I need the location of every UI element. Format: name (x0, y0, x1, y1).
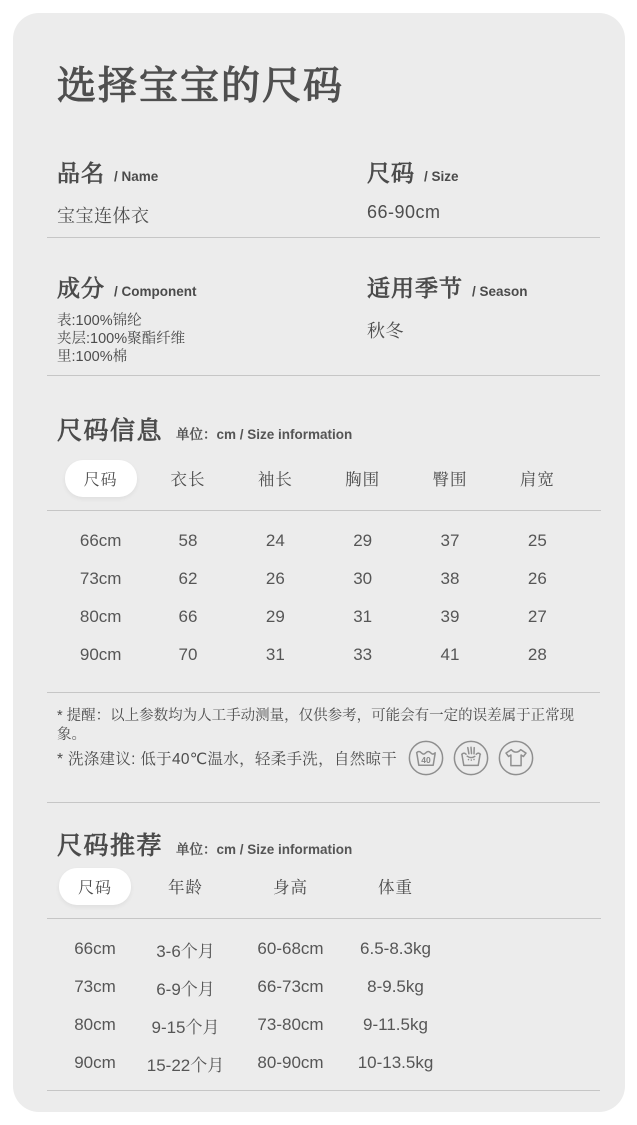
table-cell: 80-90cm (257, 1053, 324, 1072)
table-cell: 33 (353, 645, 373, 664)
component-label-row (57, 270, 197, 303)
component-label-en: / Component (114, 284, 197, 299)
table-cell: 28 (527, 645, 547, 664)
size-recommend-unit-note: 单位：cm / Size information (176, 842, 353, 857)
column-header: 年龄 (168, 879, 203, 897)
table-cell: 29 (353, 531, 373, 550)
season-block (367, 270, 528, 343)
table-cell: 24 (265, 531, 285, 550)
table-cell: 62 (178, 569, 198, 588)
column-header: 体重 (378, 879, 413, 897)
table-row (57, 522, 581, 560)
table-cell: 26 (265, 569, 285, 588)
table-row (57, 636, 581, 674)
table-cell: 31 (353, 607, 373, 626)
table-cell: 66-73cm (257, 977, 324, 996)
column-header: 臀围 (432, 471, 468, 489)
component-line: 表:100%锦纶 (57, 313, 142, 329)
component-lines (57, 312, 197, 366)
season-label-en: / Season (472, 284, 528, 299)
drip-dry-shirt-icon (497, 739, 535, 777)
column-header: 袖长 (257, 471, 293, 489)
measurement-reminder-note: * 提醒：以上参数均为人工手动测量，仅供参考，可能会有一定的误差属于正常现象。 (57, 708, 575, 743)
table-cell: 73cm (79, 569, 122, 588)
table-cell: 3-6个月 (156, 941, 215, 961)
section-divider (47, 237, 600, 238)
table-cell: 37 (440, 531, 460, 550)
product-size-block (367, 155, 459, 223)
product-size-label-row (367, 155, 459, 188)
table-row (57, 930, 581, 968)
table-cell: 73-80cm (257, 1015, 324, 1034)
table-row (57, 1006, 581, 1044)
table-row (57, 598, 581, 636)
size-recommend-table-header-row (57, 866, 581, 906)
product-name-value: 宝宝连体衣 (57, 206, 150, 226)
table-cell: 41 (440, 645, 460, 664)
wash-40-icon (407, 739, 445, 777)
column-header: 衣长 (170, 471, 206, 489)
column-header: 肩宽 (519, 471, 555, 489)
table-cell: 80cm (79, 607, 122, 626)
column-header: 身高 (273, 879, 308, 897)
table-cell: 70 (178, 645, 198, 664)
size-info-heading: 尺码信息 (57, 417, 164, 445)
section-divider (47, 692, 600, 693)
table-cell: 9-11.5kg (363, 1015, 428, 1034)
table-row (57, 968, 581, 1006)
size-recommend-table-body (13, 930, 625, 1082)
size-info-table (13, 458, 625, 674)
page-title: 选择宝宝的尺码 (57, 65, 345, 108)
column-header (57, 460, 144, 497)
table-cell: 73cm (74, 977, 116, 996)
table-cell: 66cm (79, 531, 122, 550)
component-block (57, 270, 197, 366)
wash-advice-row (57, 739, 535, 777)
product-name-label: 品名 (57, 160, 105, 186)
season-label: 适用季节 (367, 275, 463, 301)
size-info-unit-note: 单位：cm / Size information (176, 427, 353, 442)
table-cell: 26 (527, 569, 547, 588)
table-cell: 10-13.5kg (357, 1053, 434, 1072)
table-cell: 25 (527, 531, 547, 550)
season-label-row (367, 270, 528, 303)
column-header: 胸围 (345, 471, 381, 489)
table-cell: 6-9个月 (156, 979, 215, 999)
size-info-table-body (13, 522, 625, 674)
table-cell: 66 (178, 607, 198, 626)
size-recommend-heading: 尺码推荐 (57, 832, 164, 860)
table-header-divider (47, 918, 601, 919)
size-recommend-table (13, 866, 625, 1082)
wash-advice-text: * 洗涤建议: 低于40℃温水，轻柔手洗，自然晾干 (57, 751, 398, 768)
product-size-value: 66-90cm (367, 202, 441, 222)
table-cell: 29 (265, 607, 285, 626)
product-name-label-row (57, 155, 158, 188)
table-cell: 90cm (74, 1053, 116, 1072)
table-cell: 31 (265, 645, 285, 664)
table-row (57, 1044, 581, 1082)
table-cell: 39 (440, 607, 460, 626)
table-cell: 6.5-8.3kg (360, 939, 431, 958)
component-line: 夹层:100%聚酯纤维 (57, 331, 186, 347)
section-divider (47, 1090, 600, 1091)
table-cell: 90cm (79, 645, 122, 664)
table-cell: 60-68cm (257, 939, 324, 958)
size-chart-card (13, 13, 625, 1112)
table-cell: 8-9.5kg (367, 977, 424, 996)
size-info-heading-row (57, 411, 352, 447)
section-divider (47, 375, 600, 376)
table-header-divider (47, 510, 601, 511)
table-cell: 9-15个月 (151, 1017, 220, 1037)
component-label: 成分 (57, 275, 105, 301)
table-cell: 15-22个月 (146, 1055, 225, 1075)
product-size-label: 尺码 (367, 160, 415, 186)
size-recommend-heading-row (57, 826, 352, 862)
component-line: 里:100%棉 (57, 349, 128, 365)
size-column-pill: 尺码 (65, 460, 137, 497)
section-divider (47, 802, 600, 803)
table-cell: 27 (527, 607, 547, 626)
hand-wash-icon (452, 739, 490, 777)
product-size-label-en: / Size (424, 169, 459, 184)
size-info-table-header-row (57, 458, 581, 498)
table-cell: 30 (353, 569, 373, 588)
table-cell: 38 (440, 569, 460, 588)
table-row (57, 560, 581, 598)
table-cell: 66cm (74, 939, 116, 958)
season-value: 秋冬 (367, 321, 404, 341)
table-cell: 80cm (74, 1015, 116, 1034)
table-cell: 58 (178, 531, 198, 550)
wash-temp-label: 40 (421, 755, 431, 766)
product-name-block (57, 155, 158, 228)
product-name-label-en: / Name (114, 169, 159, 184)
column-header (57, 868, 133, 905)
size-column-pill: 尺码 (59, 868, 131, 905)
